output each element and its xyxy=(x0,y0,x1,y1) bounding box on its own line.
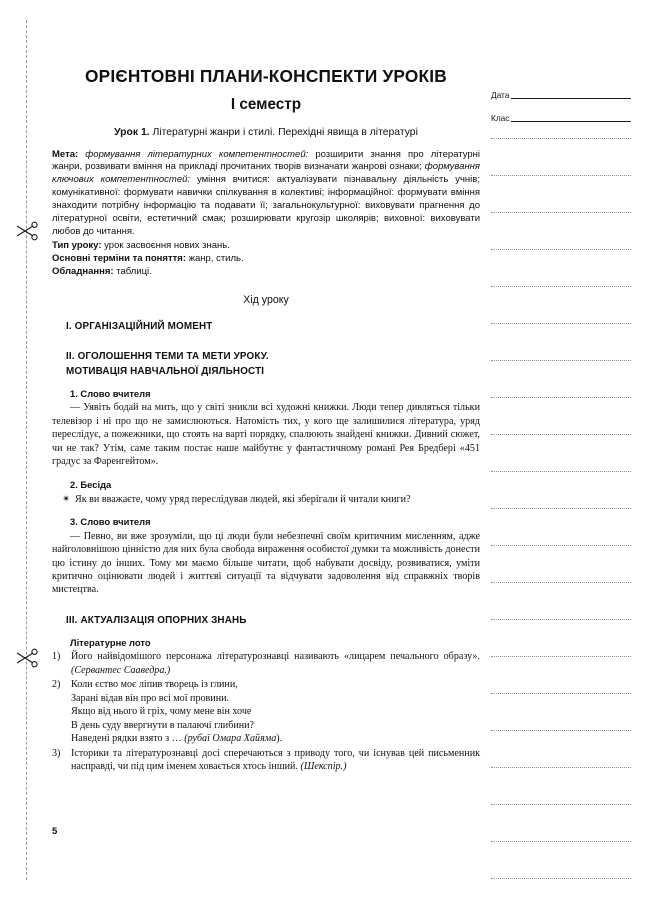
blank-note-line[interactable] xyxy=(491,471,631,494)
blank-note-line[interactable] xyxy=(491,804,631,827)
lesson-topic: Літературні жанри і стилі. Перехідні явища в літературі xyxy=(152,127,418,139)
class-label: Клас xyxy=(491,113,510,123)
blank-note-line[interactable] xyxy=(491,878,631,900)
section-heading-2-line1: II. ОГОЛОШЕННЯ ТЕМИ ТА МЕТИ УРОКУ. xyxy=(66,351,269,363)
dashed-cut-line xyxy=(26,20,27,880)
goal-text-2: уміння вчитися: актуалізувати пізнавальну діяльність учнів; комунікативної: формувати навички спілкування в колективі; інформаційної: формувати вміння знаходити потрібну інформацію та подавати її; загальнокультурної: виховувати прагнення до літературної освіти, естетичний смак; розширювати кругозір школярів; виховної: виховувати любов до читання. xyxy=(52,174,480,237)
dotted-rule xyxy=(491,249,631,250)
blank-note-line[interactable] xyxy=(491,767,631,790)
blank-note-line[interactable] xyxy=(491,323,631,346)
blank-note-line[interactable] xyxy=(491,397,631,420)
dotted-rule xyxy=(491,582,631,583)
teacher-word-paragraph-1: — Уявіть бодай на мить, що у світі зникли всі художні книжки. Люди тепер дивляться тільки телевізор і ні про що не замислюються. Натомість тих, у кого ще залишилися література, уряд переслідує, а пожежники, що стоять на варті порядку, спалюють знайдені книжки. Дивний сюжет, чи не так? Утім, саме таким постає наше майбутнє у фантастичному романі Рея Бредбері «451 градус за Фаренгейтом». xyxy=(52,402,480,468)
bullet-question-text: Як ви вважаєте, чому уряд переслідував людей, які зберігали й читали книги? xyxy=(75,493,411,505)
dotted-rule xyxy=(491,471,631,472)
subsection-teacher-word-2: 3. Слово вчителя xyxy=(70,516,151,528)
goal-label: Мета: xyxy=(52,148,79,160)
dotted-rule xyxy=(491,730,631,731)
subsection-conversation: 2. Бесіда xyxy=(70,478,112,490)
blank-note-line[interactable] xyxy=(491,730,631,753)
blank-note-line[interactable] xyxy=(491,545,631,568)
blank-note-lines xyxy=(491,138,631,900)
list-item xyxy=(52,747,480,774)
dotted-rule xyxy=(491,767,631,768)
teacher-word-paragraph-2: — Певно, ви вже зрозуміли, що ці люди були небезпечні своїм критичним мисленням, адже найголовнішою цінністю для них була свобода вираження особистої думки та можливість донести цю істину до інших. Тому ми маємо більше читати, щоб набувати досвіду, розвиватися, уміти критично оцінювати людей і життєві ситуації та відчувати задоволення від справжніх творів мистецтва. xyxy=(52,530,480,596)
class-write-line[interactable] xyxy=(511,120,631,122)
list-item-text xyxy=(71,650,480,677)
verse-line: В день суду ввергнути в палаючі глибини? xyxy=(71,719,255,731)
goal-emphasis-1: формування літературних компетентностей: xyxy=(85,148,309,160)
blank-note-line[interactable] xyxy=(491,841,631,864)
list-item-text: Коли єство моє ліпив творець із глини, xyxy=(71,679,238,691)
lesson-terms-value: жанр, стиль. xyxy=(185,252,244,264)
section-heading-3: III. АКТУАЛІЗАЦІЯ ОПОРНИХ ЗНАНЬ xyxy=(66,614,247,626)
dotted-rule xyxy=(491,175,631,176)
list-item-answer: (Сервантес Сааведра.) xyxy=(71,664,171,676)
blank-note-line[interactable] xyxy=(491,693,631,716)
dotted-rule xyxy=(491,212,631,213)
verse-source-prefix: Наведені рядки взято з … xyxy=(71,733,185,745)
blank-note-line[interactable] xyxy=(491,582,631,605)
lesson-equipment xyxy=(52,265,480,278)
section-heading-1: I. ОРГАНІЗАЦІЙНИЙ МОМЕНТ xyxy=(66,320,213,332)
lesson-type-value: урок засвоєння нових знань. xyxy=(101,239,230,251)
dotted-rule xyxy=(491,138,631,139)
section-heading-2-line2: МОТИВАЦІЯ НАВЧАЛЬНОЇ ДІЯЛЬНОСТІ xyxy=(66,366,265,378)
lesson-terms-label: Основні терміни та поняття: xyxy=(52,252,186,264)
blank-note-line[interactable] xyxy=(491,656,631,679)
lesson-heading xyxy=(52,126,480,140)
lesson-type xyxy=(52,239,480,252)
subsection-literary-lotto: Літературне лото xyxy=(70,637,151,649)
blank-note-line[interactable] xyxy=(491,249,631,272)
subsection-teacher-word-1: 1. Слово вчителя xyxy=(70,388,151,400)
blank-note-line[interactable] xyxy=(491,619,631,642)
dotted-rule xyxy=(491,545,631,546)
scissors-icon xyxy=(13,645,41,673)
list-item-text xyxy=(71,747,480,774)
dotted-rule xyxy=(491,434,631,435)
page-subtitle: I семестр xyxy=(230,95,302,113)
lesson-equipment-value: таблиці. xyxy=(113,265,152,277)
verse-source-line xyxy=(71,732,480,745)
blank-note-line[interactable] xyxy=(491,508,631,531)
scissors-icon xyxy=(13,218,41,246)
dotted-rule xyxy=(491,878,631,879)
lesson-equipment-label: Обладнання: xyxy=(52,265,114,277)
blank-note-line[interactable] xyxy=(491,360,631,383)
class-field[interactable] xyxy=(491,101,631,124)
verse-line: Якщо від нього й гріх, чому мене він хоче xyxy=(71,706,252,718)
dotted-rule xyxy=(491,619,631,620)
notes-column xyxy=(491,78,631,900)
list-item-marker: 2) xyxy=(52,679,61,691)
list-item-answer: (Шекспір.) xyxy=(300,760,347,772)
list-item-question: Його найвідомішого персонажа літературознавці називають «лицарем печального образу». xyxy=(71,651,480,663)
course-of-lesson-heading: Хід уроку xyxy=(243,293,289,306)
date-label: Дата xyxy=(491,90,510,100)
goal-text-1: розширити знання про літературні жанри, розвивати вміння на прикладі прочитаних творів визначати жанрові ознаки; xyxy=(52,148,481,173)
dotted-rule xyxy=(491,397,631,398)
dotted-rule xyxy=(491,693,631,694)
list-item-marker: 3) xyxy=(52,747,61,759)
list-item xyxy=(52,678,480,745)
dotted-rule xyxy=(491,656,631,657)
lesson-terms xyxy=(52,252,480,265)
lesson-number: Урок 1. xyxy=(114,127,150,139)
list-item xyxy=(52,650,480,677)
goal-emphasis-2: формування ключових компетентностей: xyxy=(52,161,480,186)
main-content-column xyxy=(52,66,480,773)
list-item-question: Історики та літературознавці досі сперечаються з приводу того, чи існував цей письменник насправді, чи під цим іменем ховається хтось інший. xyxy=(71,747,480,772)
bullet-list-item xyxy=(62,493,480,506)
date-field[interactable] xyxy=(491,78,631,101)
page-title: ОРІЄНТОВНІ ПЛАНИ-КОНСПЕКТИ УРОКІВ xyxy=(85,66,447,86)
verse-line: Зарані відав він про всі мої провини. xyxy=(71,692,230,704)
blank-note-line[interactable] xyxy=(491,212,631,235)
star-bullet-icon: ✴ xyxy=(62,493,71,505)
date-write-line[interactable] xyxy=(511,97,631,99)
dotted-rule xyxy=(491,286,631,287)
dotted-rule xyxy=(491,508,631,509)
dotted-rule xyxy=(491,804,631,805)
lesson-type-label: Тип уроку: xyxy=(52,239,102,251)
blank-note-line[interactable] xyxy=(491,286,631,309)
list-item-marker: 1) xyxy=(52,651,61,663)
verse-source-suffix: ). xyxy=(276,733,283,745)
dotted-rule xyxy=(491,323,631,324)
page-number: 5 xyxy=(52,826,58,837)
blank-note-line[interactable] xyxy=(491,175,631,198)
lesson-goal xyxy=(52,149,480,239)
dotted-rule xyxy=(491,841,631,842)
dotted-rule xyxy=(491,360,631,361)
blank-note-line[interactable] xyxy=(491,434,631,457)
verse-source-emphasis: (рубаї Омара Хайяма xyxy=(184,733,277,745)
blank-note-line[interactable] xyxy=(491,138,631,161)
